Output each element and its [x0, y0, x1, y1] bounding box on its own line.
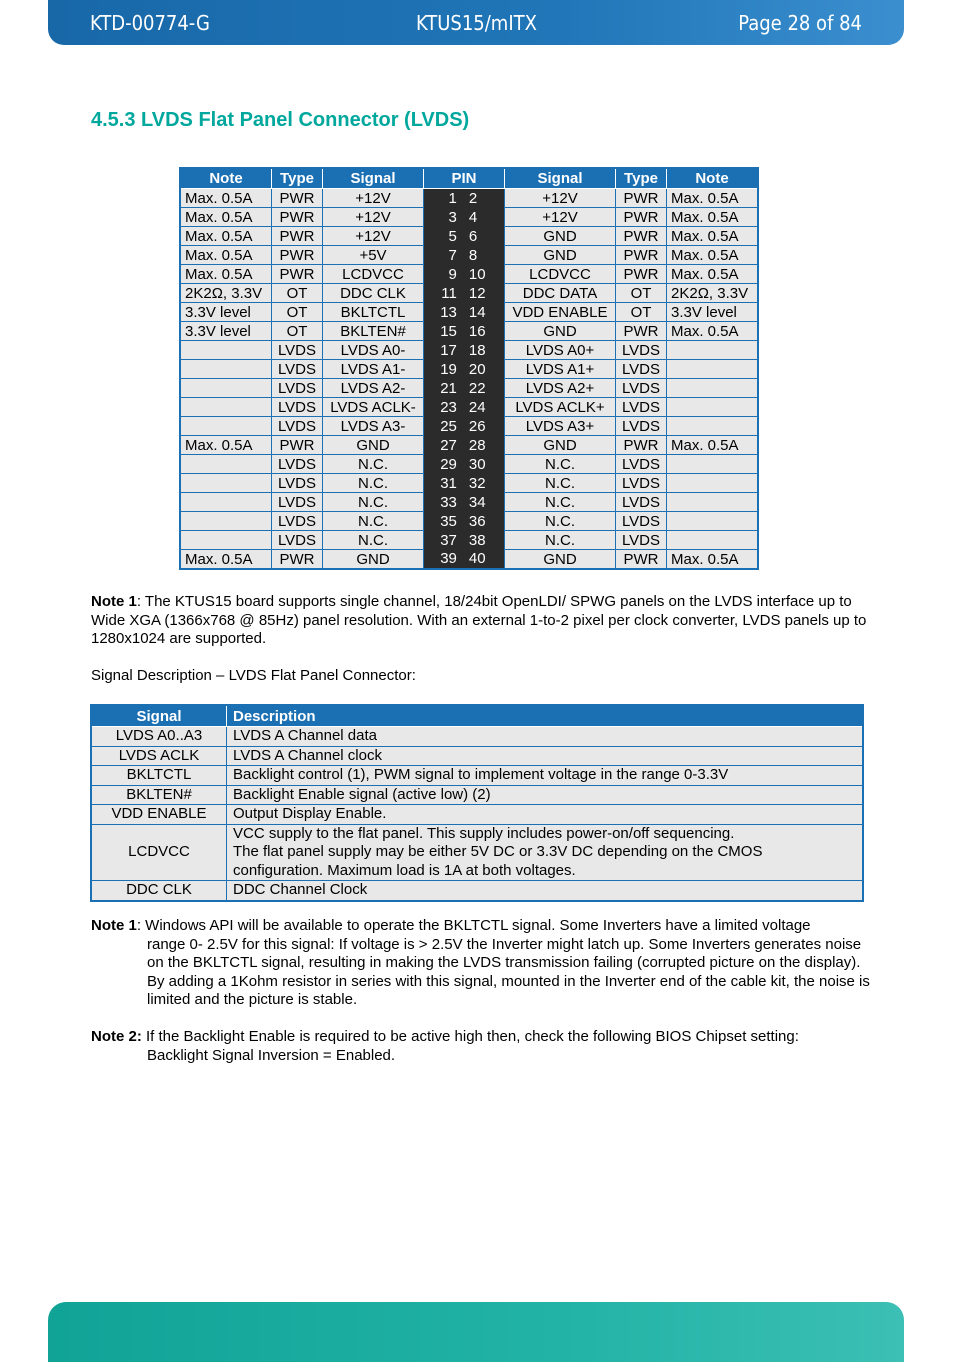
- cell-note-right: [667, 455, 759, 474]
- cell-signal-left: N.C.: [323, 493, 424, 512]
- cell-note-left: [180, 341, 272, 360]
- cell-note-right: [667, 474, 759, 493]
- cell-pin-left: 29: [424, 455, 463, 474]
- cell-signal-left: N.C.: [323, 512, 424, 531]
- cell-note-right: Max. 0.5A: [667, 322, 759, 341]
- cell-note-left: 3.3V level: [180, 303, 272, 322]
- desc-header-row: [91, 705, 863, 727]
- cell-note-right: Max. 0.5A: [667, 208, 759, 227]
- cell-type-left: PWR: [272, 550, 323, 570]
- cell-signal-left: DDC CLK: [323, 284, 424, 303]
- table-row: [180, 341, 758, 360]
- cell-signal: LCDVCC: [91, 824, 227, 881]
- cell-signal-left: LVDS ACLK-: [323, 398, 424, 417]
- cell-signal-left: BKLTEN#: [323, 322, 424, 341]
- cell-signal-left: N.C.: [323, 455, 424, 474]
- description-line: Backlight control (1), PWM signal to implement voltage in the range 0-3.3V: [233, 766, 729, 783]
- cell-type-right: LVDS: [616, 455, 667, 474]
- cell-signal-left: LVDS A2-: [323, 379, 424, 398]
- cell-signal-left: +12V: [323, 189, 424, 208]
- cell-note-right: Max. 0.5A: [667, 265, 759, 284]
- cell-signal: LVDS A0..A3: [91, 727, 227, 747]
- cell-note-right: Max. 0.5A: [667, 550, 759, 570]
- cell-type-left: PWR: [272, 189, 323, 208]
- cell-note-left: [180, 379, 272, 398]
- table-row: [180, 246, 758, 265]
- table-row: [180, 531, 758, 550]
- cell-note-left: Max. 0.5A: [180, 436, 272, 455]
- cell-note-left: [180, 398, 272, 417]
- cell-type-left: LVDS: [272, 512, 323, 531]
- cell-type-right: LVDS: [616, 360, 667, 379]
- cell-note-right: 2K2Ω, 3.3V: [667, 284, 759, 303]
- cell-pin-left: 23: [424, 398, 463, 417]
- cell-pin-right: 32: [463, 474, 505, 493]
- cell-note-right: [667, 493, 759, 512]
- page-number: Page 28 of 84: [738, 11, 862, 35]
- cell-signal-right: LVDS A0+: [505, 341, 616, 360]
- cell-type-right: LVDS: [616, 512, 667, 531]
- table-row: [91, 785, 863, 805]
- cell-type-left: LVDS: [272, 455, 323, 474]
- cell-signal-right: N.C.: [505, 512, 616, 531]
- description-line: LVDS A Channel clock: [233, 746, 382, 764]
- cell-pin-right: 28: [463, 436, 505, 455]
- bottom-notes: [91, 917, 871, 1065]
- table-row: [180, 398, 758, 417]
- cell-note-right: Max. 0.5A: [667, 246, 759, 265]
- cell-note-left: 2K2Ω, 3.3V: [180, 284, 272, 303]
- cell-description: [227, 805, 864, 825]
- cell-pin-left: 1: [424, 189, 463, 208]
- cell-note-right: 3.3V level: [667, 303, 759, 322]
- cell-note-left: Max. 0.5A: [180, 265, 272, 284]
- cell-signal-left: BKLTCTL: [323, 303, 424, 322]
- cell-signal-left: +5V: [323, 246, 424, 265]
- product-name: KTUS15/mITX: [416, 11, 537, 35]
- cell-type-left: LVDS: [272, 417, 323, 436]
- cell-note-right: Max. 0.5A: [667, 436, 759, 455]
- cell-signal-left: +12V: [323, 227, 424, 246]
- cell-signal-right: N.C.: [505, 493, 616, 512]
- note1-label: Note 1: [91, 593, 137, 610]
- note-backlight-first-line: If the Backlight Enable is required to be active high then, check the following BIOS Chipset setting:: [141, 1028, 799, 1045]
- table-row: [180, 512, 758, 531]
- cell-note-left: Max. 0.5A: [180, 246, 272, 265]
- cell-pin-left: 9: [424, 265, 463, 284]
- cell-signal-right: GND: [505, 246, 616, 265]
- cell-note-left: Max. 0.5A: [180, 189, 272, 208]
- cell-description: [227, 881, 864, 901]
- cell-type-left: PWR: [272, 265, 323, 284]
- table-row: [91, 805, 863, 825]
- cell-note-left: [180, 493, 272, 512]
- cell-signal-right: GND: [505, 436, 616, 455]
- note-backlight-label: Note 2:: [91, 1028, 142, 1045]
- cell-signal-right: GND: [505, 322, 616, 341]
- table-row: [180, 189, 758, 208]
- cell-signal-left: N.C.: [323, 474, 424, 493]
- cell-type-left: OT: [272, 322, 323, 341]
- col-signal: Signal: [91, 705, 227, 727]
- cell-pin-right: 30: [463, 455, 505, 474]
- cell-type-right: LVDS: [616, 417, 667, 436]
- table-row: [180, 227, 758, 246]
- cell-description: [227, 766, 864, 786]
- signal-description-intro: Signal Description – LVDS Flat Panel Connector:: [91, 667, 416, 684]
- cell-signal-left: GND: [323, 550, 424, 570]
- doc-id: KTD-00774-G: [90, 11, 210, 35]
- cell-note-right: [667, 360, 759, 379]
- table-row: [180, 436, 758, 455]
- cell-type-right: OT: [616, 303, 667, 322]
- cell-signal-right: DDC DATA: [505, 284, 616, 303]
- cell-pin-right: 18: [463, 341, 505, 360]
- cell-signal: LVDS ACLK: [91, 746, 227, 766]
- cell-signal-right: +12V: [505, 189, 616, 208]
- cell-pin-right: 36: [463, 512, 505, 531]
- cell-pin-right: 4: [463, 208, 505, 227]
- cell-pin-left: 15: [424, 322, 463, 341]
- cell-pin-right: 38: [463, 531, 505, 550]
- note1-text: : The KTUS15 board supports single channel, 18/24bit OpenLDI/ SPWG panels on the LVDS interface up to Wide XGA (1366x768 @ 85Hz) panel resolution. With an external 1-to-2 pixel per clock converter, LVDS panels up to 1280x1024 are supported.: [91, 593, 867, 647]
- col-signal-left: Signal: [323, 168, 424, 189]
- cell-note-left: [180, 474, 272, 493]
- table-row: [180, 417, 758, 436]
- cell-note-right: [667, 379, 759, 398]
- col-type-left: Type: [272, 168, 323, 189]
- cell-pin-right: 6: [463, 227, 505, 246]
- cell-pin-left: 37: [424, 531, 463, 550]
- cell-type-right: PWR: [616, 436, 667, 455]
- cell-description: [227, 824, 864, 881]
- cell-signal-right: LVDS A1+: [505, 360, 616, 379]
- cell-pin-left: 33: [424, 493, 463, 512]
- col-note-left: Note: [180, 168, 272, 189]
- table-row: [91, 766, 863, 786]
- cell-pin-right: 40: [463, 550, 505, 570]
- cell-signal-right: LVDS ACLK+: [505, 398, 616, 417]
- cell-type-right: LVDS: [616, 398, 667, 417]
- cell-pin-left: 17: [424, 341, 463, 360]
- cell-type-right: OT: [616, 284, 667, 303]
- cell-description: [227, 746, 864, 766]
- cell-type-left: OT: [272, 303, 323, 322]
- cell-pin-left: 39: [424, 550, 463, 570]
- cell-signal-right: LCDVCC: [505, 265, 616, 284]
- cell-type-left: LVDS: [272, 341, 323, 360]
- table-row: [180, 493, 758, 512]
- cell-note-left: [180, 455, 272, 474]
- cell-type-right: LVDS: [616, 493, 667, 512]
- description-line: VCC supply to the flat panel. This supply includes power-on/off sequencing.: [233, 824, 735, 842]
- cell-pin-left: 11: [424, 284, 463, 303]
- pinout-body: [180, 189, 758, 570]
- table-row: [91, 824, 863, 881]
- cell-type-left: LVDS: [272, 360, 323, 379]
- note-api-first-line: : Windows API will be available to operate the BKLTCTL signal. Some Inverters have a limited voltage: [136, 917, 811, 934]
- cell-description: [227, 785, 864, 805]
- cell-type-left: LVDS: [272, 493, 323, 512]
- cell-note-left: Max. 0.5A: [180, 227, 272, 246]
- cell-type-right: LVDS: [616, 474, 667, 493]
- cell-type-right: LVDS: [616, 531, 667, 550]
- cell-note-right: [667, 341, 759, 360]
- cell-note-left: Max. 0.5A: [180, 550, 272, 570]
- cell-type-left: LVDS: [272, 379, 323, 398]
- cell-pin-left: 3: [424, 208, 463, 227]
- cell-signal-left: LVDS A3-: [323, 417, 424, 436]
- table-row: [180, 265, 758, 284]
- table-row: [180, 455, 758, 474]
- col-pin: PIN: [424, 168, 505, 189]
- cell-signal-right: N.C.: [505, 531, 616, 550]
- cell-pin-right: 10: [463, 265, 505, 284]
- cell-signal-left: +12V: [323, 208, 424, 227]
- cell-pin-right: 12: [463, 284, 505, 303]
- cell-type-right: LVDS: [616, 341, 667, 360]
- cell-pin-right: 22: [463, 379, 505, 398]
- table-row: [91, 746, 863, 766]
- cell-signal-left: N.C.: [323, 531, 424, 550]
- description-line: The flat panel supply may be either 5V DC or 3.3V DC depending on the CMOS configuration. Maximum load is 1A at both voltages.: [233, 843, 763, 879]
- cell-signal-right: LVDS A2+: [505, 379, 616, 398]
- cell-note-left: [180, 512, 272, 531]
- note1-paragraph: [91, 593, 871, 649]
- cell-note-right: Max. 0.5A: [667, 227, 759, 246]
- table-row: [180, 474, 758, 493]
- cell-signal-right: GND: [505, 227, 616, 246]
- cell-pin-left: 21: [424, 379, 463, 398]
- table-row: [180, 208, 758, 227]
- cell-pin-left: 25: [424, 417, 463, 436]
- cell-signal: BKLTCTL: [91, 766, 227, 786]
- note-backlight: [91, 1028, 871, 1065]
- cell-note-left: [180, 360, 272, 379]
- page-header: [48, 0, 904, 45]
- cell-pin-right: 16: [463, 322, 505, 341]
- cell-description: [227, 727, 864, 747]
- cell-pin-right: 34: [463, 493, 505, 512]
- note-api: [91, 917, 871, 1010]
- cell-note-right: [667, 512, 759, 531]
- cell-pin-right: 8: [463, 246, 505, 265]
- cell-pin-left: 5: [424, 227, 463, 246]
- cell-note-right: [667, 417, 759, 436]
- cell-signal-right: LVDS A3+: [505, 417, 616, 436]
- note-api-label: Note 1: [91, 917, 137, 934]
- cell-signal: BKLTEN#: [91, 785, 227, 805]
- cell-type-right: PWR: [616, 265, 667, 284]
- description-line: DDC Channel Clock: [233, 881, 368, 898]
- cell-pin-right: 26: [463, 417, 505, 436]
- table-row: [180, 379, 758, 398]
- cell-note-left: [180, 531, 272, 550]
- cell-type-left: LVDS: [272, 398, 323, 417]
- col-description: Description: [227, 705, 864, 727]
- cell-pin-left: 31: [424, 474, 463, 493]
- description-line: LVDS A Channel data: [233, 727, 377, 744]
- cell-signal-right: +12V: [505, 208, 616, 227]
- cell-type-left: LVDS: [272, 474, 323, 493]
- cell-pin-right: 2: [463, 189, 505, 208]
- cell-type-left: PWR: [272, 246, 323, 265]
- note-api-rest: range 0- 2.5V for this signal: If voltage is > 2.5V the Inverter might latch up. Some Inverters generates noise on the BKLTCTL signal, resulting in making the LVDS transmission failing (corrupted picture on the display). By adding a 1Kohm resistor in series with this signal, mounted in the Inverter end of the cable kit, the noise is limited and the picture is stable.: [147, 935, 870, 1008]
- table-row: [180, 284, 758, 303]
- col-type-right: Type: [616, 168, 667, 189]
- cell-type-right: PWR: [616, 322, 667, 341]
- cell-note-right: [667, 531, 759, 550]
- signal-description-table: [90, 704, 864, 902]
- col-note-right: Note: [667, 168, 759, 189]
- cell-note-right: [667, 398, 759, 417]
- cell-type-right: PWR: [616, 246, 667, 265]
- table-row: [180, 303, 758, 322]
- cell-pin-left: 35: [424, 512, 463, 531]
- cell-pin-left: 7: [424, 246, 463, 265]
- cell-signal-left: LCDVCC: [323, 265, 424, 284]
- section-title: 4.5.3 LVDS Flat Panel Connector (LVDS): [91, 109, 470, 131]
- cell-pin-left: 13: [424, 303, 463, 322]
- cell-type-right: PWR: [616, 189, 667, 208]
- cell-note-left: [180, 417, 272, 436]
- table-row: [180, 550, 758, 570]
- cell-pin-left: 19: [424, 360, 463, 379]
- cell-signal-right: N.C.: [505, 455, 616, 474]
- cell-signal-left: LVDS A0-: [323, 341, 424, 360]
- cell-pin-right: 20: [463, 360, 505, 379]
- description-line: Output Display Enable.: [233, 805, 387, 822]
- col-signal-right: Signal: [505, 168, 616, 189]
- cell-signal-right: N.C.: [505, 474, 616, 493]
- note-backlight-rest: Backlight Signal Inversion = Enabled.: [147, 1046, 396, 1064]
- cell-note-left: 3.3V level: [180, 322, 272, 341]
- cell-type-left: LVDS: [272, 531, 323, 550]
- cell-signal-right: VDD ENABLE: [505, 303, 616, 322]
- cell-type-left: PWR: [272, 436, 323, 455]
- cell-type-left: PWR: [272, 227, 323, 246]
- cell-signal-left: LVDS A1-: [323, 360, 424, 379]
- desc-body: [91, 727, 863, 901]
- description-line: Backlight Enable signal (active low) (2): [233, 785, 491, 803]
- cell-pin-right: 14: [463, 303, 505, 322]
- cell-type-right: PWR: [616, 550, 667, 570]
- pinout-header-row: [180, 168, 758, 189]
- cell-type-right: PWR: [616, 208, 667, 227]
- cell-signal-left: GND: [323, 436, 424, 455]
- cell-type-right: PWR: [616, 227, 667, 246]
- cell-pin-left: 27: [424, 436, 463, 455]
- cell-note-right: Max. 0.5A: [667, 189, 759, 208]
- cell-signal: DDC CLK: [91, 881, 227, 901]
- cell-type-left: OT: [272, 284, 323, 303]
- cell-signal: VDD ENABLE: [91, 805, 227, 825]
- table-row: [91, 881, 863, 901]
- table-row: [180, 360, 758, 379]
- table-row: [180, 322, 758, 341]
- page-footer: [48, 1302, 904, 1362]
- lvds-pinout-table: [179, 167, 759, 570]
- table-row: [91, 727, 863, 747]
- cell-type-left: PWR: [272, 208, 323, 227]
- cell-note-left: Max. 0.5A: [180, 208, 272, 227]
- cell-type-right: LVDS: [616, 379, 667, 398]
- cell-pin-right: 24: [463, 398, 505, 417]
- cell-signal-right: GND: [505, 550, 616, 570]
